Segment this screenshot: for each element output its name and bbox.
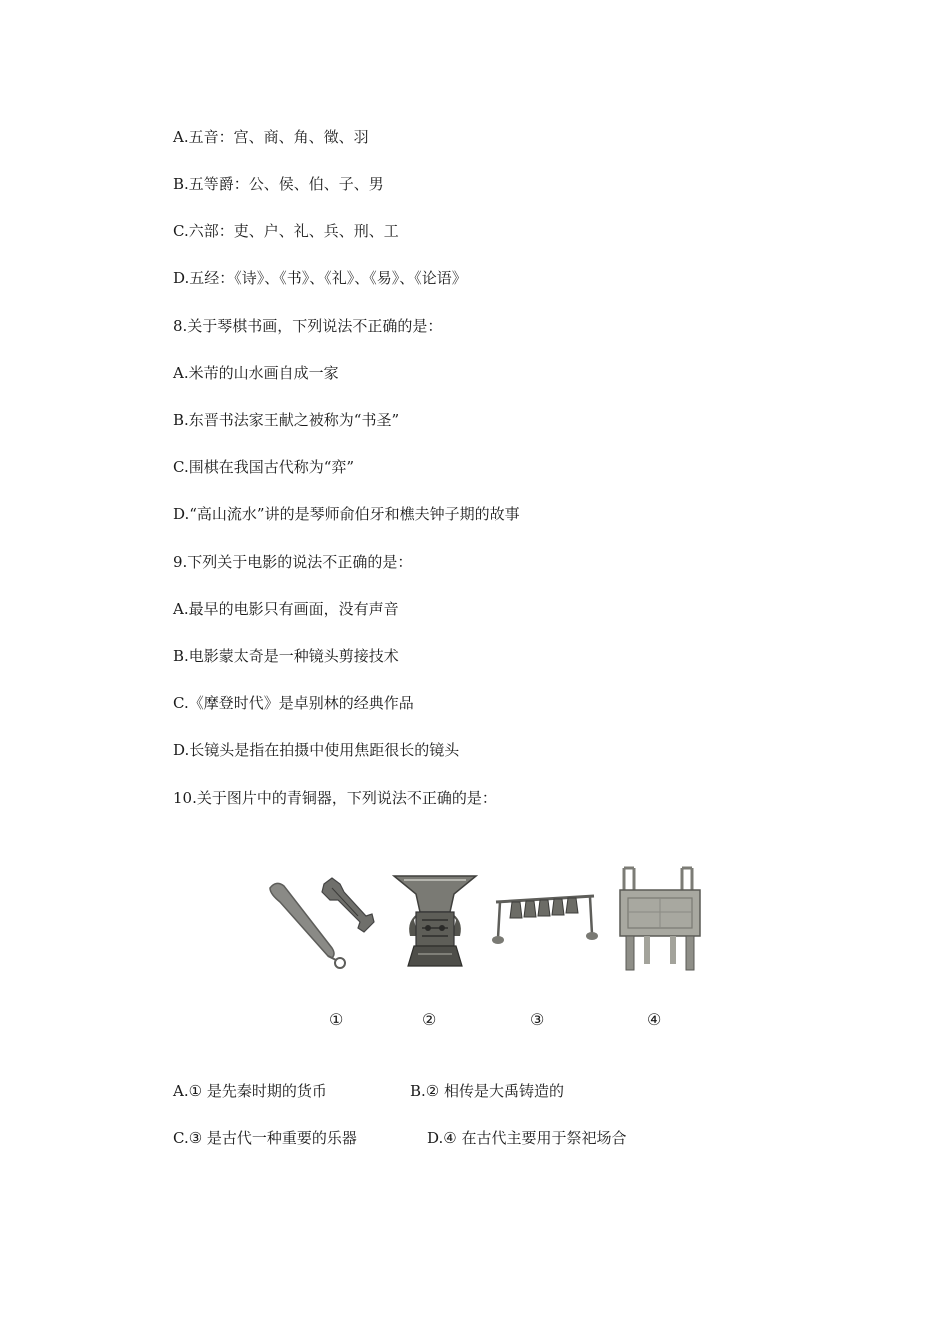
q8-option-a: A.米芾的山水画自成一家 xyxy=(173,364,339,382)
figure-number-4: ④ xyxy=(647,1010,662,1029)
question-8: 8.关于琴棋书画，下列说法不正确的是： xyxy=(173,317,443,335)
q9-option-b: B.电影蒙太奇是一种镜头剪接技术 xyxy=(173,647,399,665)
q7-option-b: B.五等爵：公、侯、伯、子、男 xyxy=(173,175,384,193)
q9-option-c: C.《摩登时代》是卓别林的经典作品 xyxy=(173,694,414,712)
chime-bells-figure xyxy=(490,888,600,950)
q8-option-c: C.围棋在我国古代称为“弈” xyxy=(173,458,355,476)
q8-option-d: D.“高山流水”讲的是琴师俞伯牙和樵夫钟子期的故事 xyxy=(173,505,520,523)
q9-option-a: A.最早的电影只有画面，没有声音 xyxy=(173,600,399,618)
bronze-zun-figure xyxy=(392,872,478,972)
figure-number-2: ② xyxy=(422,1010,437,1029)
q7-option-a: A.五音：宫、商、角、徵、羽 xyxy=(173,128,369,146)
q9-option-d: D.长镜头是指在拍摄中使用焦距很长的镜头 xyxy=(173,741,460,759)
q10-option-d: D.④ 在古代主要用于祭祀场合 xyxy=(427,1129,627,1147)
question-10: 10.关于图片中的青铜器，下列说法不正确的是： xyxy=(173,789,497,807)
figure-number-1: ① xyxy=(329,1010,344,1029)
figure-number-3: ③ xyxy=(530,1010,545,1029)
q10-option-c: C.③ 是古代一种重要的乐器 xyxy=(173,1129,357,1147)
q7-option-d: D.五经：《诗》、《书》、《礼》、《易》、《论语》 xyxy=(173,269,467,287)
q10-option-b: B.② 相传是大禹铸造的 xyxy=(410,1082,565,1100)
q10-option-a: A.① 是先秦时期的货币 xyxy=(173,1082,327,1100)
knife-coin-figure xyxy=(262,870,382,980)
question-9: 9.下列关于电影的说法不正确的是： xyxy=(173,553,413,571)
q7-option-c: C.六部：吏、户、礼、兵、刑、工 xyxy=(173,222,399,240)
q8-option-b: B.东晋书法家王献之被称为“书圣” xyxy=(173,411,400,429)
square-ding-figure xyxy=(614,864,706,976)
